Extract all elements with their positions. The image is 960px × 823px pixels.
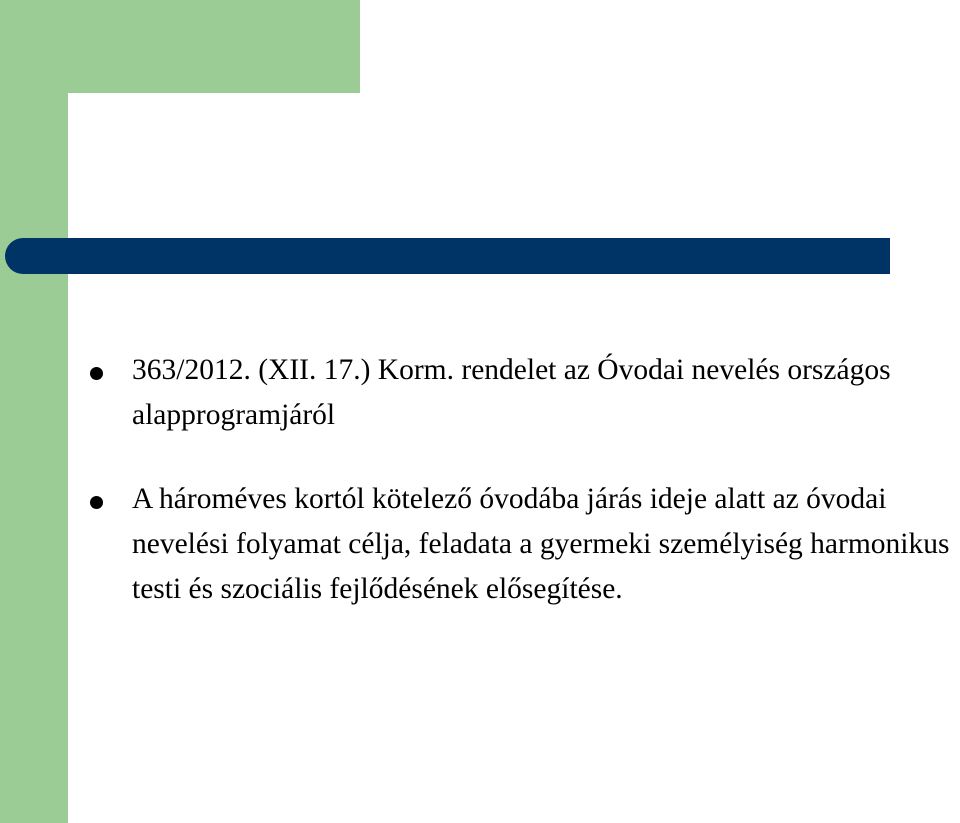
- bullet-text: 363/2012. (XII. 17.) Korm. rendelet az Óvodai nevelés országos alapprogramjáról: [132, 354, 891, 431]
- bullet-item: [90, 477, 956, 612]
- green-side-accent: [0, 0, 68, 823]
- bullet-text: A hároméves kortól kötelező óvodába járás ideje alatt az óvodai nevelési folyamat célja, feladata a gyermeki személyiség harmonikus testi és szociális fejlődésének elősegítése.: [132, 483, 950, 605]
- bullet-icon: [90, 496, 103, 509]
- title-bar: [5, 238, 890, 274]
- green-top-accent: [0, 0, 360, 93]
- bullet-icon: [90, 367, 103, 380]
- bullet-item: [90, 348, 956, 438]
- rounded-content-corner: [68, 93, 128, 153]
- bullet-list: [90, 348, 956, 651]
